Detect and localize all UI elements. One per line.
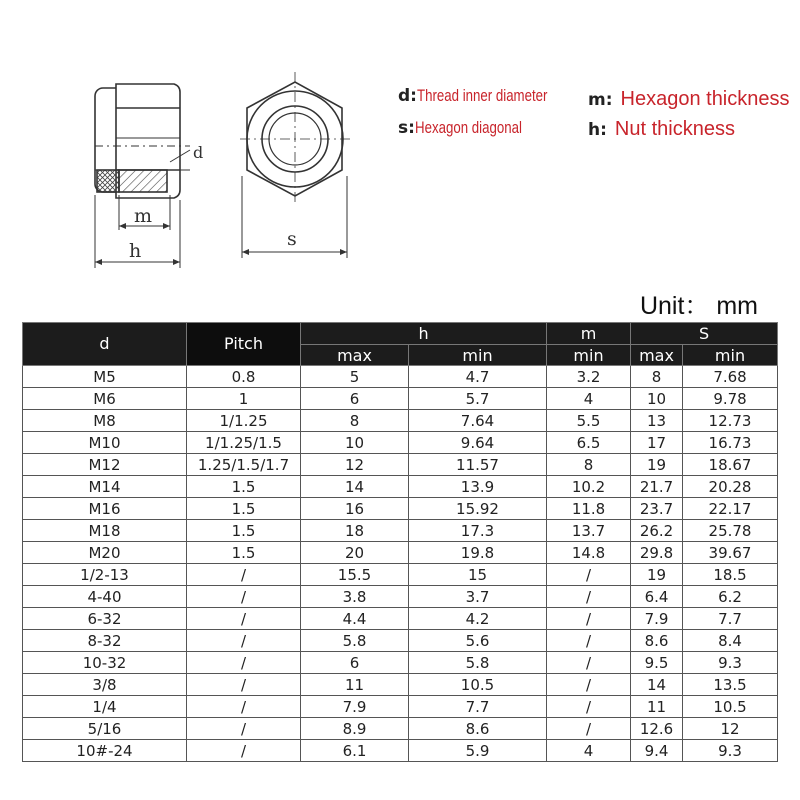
- cell-h-min: 5.9: [409, 740, 547, 762]
- cell-s-min: 7.68: [683, 366, 778, 388]
- cell-s-max: 19: [631, 564, 683, 586]
- cell-h-min: 7.7: [409, 696, 547, 718]
- cell-s-max: 11: [631, 696, 683, 718]
- cell-h-max: 10: [301, 432, 409, 454]
- cell-h-max: 14: [301, 476, 409, 498]
- table-row: [23, 696, 778, 718]
- cell-m-min: /: [547, 674, 631, 696]
- header-h: h: [301, 323, 547, 345]
- cell-s-min: 22.17: [683, 498, 778, 520]
- cell-pitch: /: [187, 674, 301, 696]
- table-row: [23, 542, 778, 564]
- cell-s-min: 18.5: [683, 564, 778, 586]
- cell-s-min: 25.78: [683, 520, 778, 542]
- cell-s-min: 9.78: [683, 388, 778, 410]
- table-row: [23, 476, 778, 498]
- cell-h-max: 8.9: [301, 718, 409, 740]
- spec-table: [22, 322, 778, 762]
- cell-d: M12: [23, 454, 187, 476]
- cell-h-max: 7.9: [301, 696, 409, 718]
- cell-s-min: 18.67: [683, 454, 778, 476]
- header-m: m: [547, 323, 631, 345]
- cell-d: M18: [23, 520, 187, 542]
- dim-label-d: d: [193, 143, 204, 162]
- cell-d: 6-32: [23, 608, 187, 630]
- cell-d: 10#-24: [23, 740, 187, 762]
- cell-d: 5/16: [23, 718, 187, 740]
- cell-h-max: 11: [301, 674, 409, 696]
- cell-h-max: 15.5: [301, 564, 409, 586]
- table-row: [23, 718, 778, 740]
- cell-s-max: 8: [631, 366, 683, 388]
- nut-side-view: [95, 84, 190, 268]
- legend-m-key: m:: [588, 90, 613, 110]
- cell-d: 1/2-13: [23, 564, 187, 586]
- cell-h-min: 4.7: [409, 366, 547, 388]
- cell-s-min: 12.73: [683, 410, 778, 432]
- header-d: d: [23, 323, 187, 366]
- cell-m-min: /: [547, 586, 631, 608]
- cell-h-max: 8: [301, 410, 409, 432]
- cell-d: M10: [23, 432, 187, 454]
- cell-pitch: 1: [187, 388, 301, 410]
- cell-m-min: 8: [547, 454, 631, 476]
- cell-s-min: 13.5: [683, 674, 778, 696]
- cell-pitch: 1.5: [187, 520, 301, 542]
- header-s-min: min: [683, 345, 778, 366]
- cell-s-max: 29.8: [631, 542, 683, 564]
- cell-h-max: 3.8: [301, 586, 409, 608]
- unit-label: Unit： mm: [639, 292, 758, 320]
- legend-m-label: Hexagon thickness: [620, 88, 790, 110]
- cell-s-max: 9.4: [631, 740, 683, 762]
- cell-h-max: 4.4: [301, 608, 409, 630]
- cell-s-max: 13: [631, 410, 683, 432]
- cell-pitch: 1.25/1.5/1.7: [187, 454, 301, 476]
- cell-s-max: 9.5: [631, 652, 683, 674]
- cell-s-min: 39.67: [683, 542, 778, 564]
- cell-h-max: 16: [301, 498, 409, 520]
- cell-h-min: 5.8: [409, 652, 547, 674]
- cell-d: 10-32: [23, 652, 187, 674]
- legend-h: [588, 118, 735, 141]
- cell-s-min: 7.7: [683, 608, 778, 630]
- cell-d: M16: [23, 498, 187, 520]
- cell-s-max: 6.4: [631, 586, 683, 608]
- table-row: [23, 674, 778, 696]
- cell-h-min: 15: [409, 564, 547, 586]
- cell-s-min: 20.28: [683, 476, 778, 498]
- table-row: [23, 432, 778, 454]
- cell-pitch: /: [187, 718, 301, 740]
- legend-h-key: h:: [588, 120, 607, 140]
- table-row: [23, 366, 778, 388]
- table-row: [23, 564, 778, 586]
- table-row: [23, 388, 778, 410]
- table-row: [23, 498, 778, 520]
- cell-s-min: 12: [683, 718, 778, 740]
- legend-d: [398, 86, 584, 106]
- cell-h-min: 10.5: [409, 674, 547, 696]
- cell-s-max: 19: [631, 454, 683, 476]
- cell-h-min: 9.64: [409, 432, 547, 454]
- cell-h-max: 6: [301, 388, 409, 410]
- cell-h-max: 18: [301, 520, 409, 542]
- spec-table-header: [23, 323, 778, 366]
- cell-pitch: /: [187, 630, 301, 652]
- cell-d: 8-32: [23, 630, 187, 652]
- table-row: [23, 740, 778, 762]
- cell-h-min: 11.57: [409, 454, 547, 476]
- cell-s-max: 17: [631, 432, 683, 454]
- cell-pitch: 1/1.25/1.5: [187, 432, 301, 454]
- cell-pitch: /: [187, 608, 301, 630]
- cell-m-min: /: [547, 652, 631, 674]
- cell-h-min: 17.3: [409, 520, 547, 542]
- cell-s-max: 26.2: [631, 520, 683, 542]
- cell-pitch: 1/1.25: [187, 410, 301, 432]
- cell-d: M5: [23, 366, 187, 388]
- table-row: [23, 410, 778, 432]
- table-row: [23, 608, 778, 630]
- header-m-min: min: [547, 345, 631, 366]
- cell-s-max: 7.9: [631, 608, 683, 630]
- header-s-max: max: [631, 345, 683, 366]
- cell-m-min: 14.8: [547, 542, 631, 564]
- cell-m-min: 13.7: [547, 520, 631, 542]
- cell-d: 3/8: [23, 674, 187, 696]
- cell-h-max: 6.1: [301, 740, 409, 762]
- legend-s-label: Hexagon diagonal: [414, 118, 522, 137]
- cell-d: M6: [23, 388, 187, 410]
- cell-h-min: 8.6: [409, 718, 547, 740]
- cell-h-max: 5: [301, 366, 409, 388]
- cell-m-min: 3.2: [547, 366, 631, 388]
- table-row: [23, 652, 778, 674]
- cell-s-max: 10: [631, 388, 683, 410]
- cell-s-max: 14: [631, 674, 683, 696]
- legend-s: [398, 118, 552, 138]
- table-row: [23, 454, 778, 476]
- cell-pitch: 1.5: [187, 476, 301, 498]
- spec-table-body: [23, 366, 778, 762]
- cell-h-min: 19.8: [409, 542, 547, 564]
- cell-d: M8: [23, 410, 187, 432]
- cell-h-max: 5.8: [301, 630, 409, 652]
- cell-h-min: 4.2: [409, 608, 547, 630]
- cell-m-min: /: [547, 630, 631, 652]
- cell-s-max: 12.6: [631, 718, 683, 740]
- dim-label-m: m: [134, 205, 153, 227]
- header-h-max: max: [301, 345, 409, 366]
- cell-pitch: 0.8: [187, 366, 301, 388]
- cell-m-min: /: [547, 608, 631, 630]
- dim-label-s: s: [287, 228, 297, 250]
- legend-d-key: d:: [398, 86, 417, 106]
- cell-s-min: 10.5: [683, 696, 778, 718]
- cell-m-min: /: [547, 564, 631, 586]
- dim-label-h: h: [129, 240, 142, 262]
- cell-m-min: 5.5: [547, 410, 631, 432]
- legend-m: [588, 88, 790, 111]
- cell-h-max: 6: [301, 652, 409, 674]
- cell-s-max: 8.6: [631, 630, 683, 652]
- cell-pitch: 1.5: [187, 498, 301, 520]
- cell-m-min: 10.2: [547, 476, 631, 498]
- cell-h-min: 3.7: [409, 586, 547, 608]
- cell-pitch: /: [187, 652, 301, 674]
- cell-m-min: 4: [547, 740, 631, 762]
- cell-h-min: 7.64: [409, 410, 547, 432]
- cell-s-min: 9.3: [683, 652, 778, 674]
- cell-h-min: 15.92: [409, 498, 547, 520]
- cell-s-min: 6.2: [683, 586, 778, 608]
- cell-pitch: 1.5: [187, 542, 301, 564]
- cell-pitch: /: [187, 740, 301, 762]
- cell-h-min: 13.9: [409, 476, 547, 498]
- cell-s-min: 9.3: [683, 740, 778, 762]
- cell-h-min: 5.6: [409, 630, 547, 652]
- header-s: S: [631, 323, 778, 345]
- cell-s-max: 23.7: [631, 498, 683, 520]
- table-row: [23, 520, 778, 542]
- cell-s-max: 21.7: [631, 476, 683, 498]
- cell-s-min: 16.73: [683, 432, 778, 454]
- legend-d-label: Thread inner diameter: [416, 86, 548, 105]
- cell-d: M20: [23, 542, 187, 564]
- cell-d: 1/4: [23, 696, 187, 718]
- header-h-min: min: [409, 345, 547, 366]
- cell-pitch: /: [187, 564, 301, 586]
- cell-m-min: /: [547, 696, 631, 718]
- cell-d: M14: [23, 476, 187, 498]
- legend-s-key: s:: [398, 118, 415, 138]
- header-pitch: Pitch: [187, 323, 301, 366]
- cell-pitch: /: [187, 586, 301, 608]
- cell-pitch: /: [187, 696, 301, 718]
- cell-m-min: /: [547, 718, 631, 740]
- cell-s-min: 8.4: [683, 630, 778, 652]
- cell-d: 4-40: [23, 586, 187, 608]
- cell-m-min: 6.5: [547, 432, 631, 454]
- table-row: [23, 630, 778, 652]
- cell-h-max: 20: [301, 542, 409, 564]
- cell-m-min: 11.8: [547, 498, 631, 520]
- cell-m-min: 4: [547, 388, 631, 410]
- cell-h-min: 5.7: [409, 388, 547, 410]
- nut-technical-drawing: [0, 0, 800, 300]
- cell-h-max: 12: [301, 454, 409, 476]
- legend-h-label: Nut thickness: [614, 118, 735, 140]
- table-row: [23, 586, 778, 608]
